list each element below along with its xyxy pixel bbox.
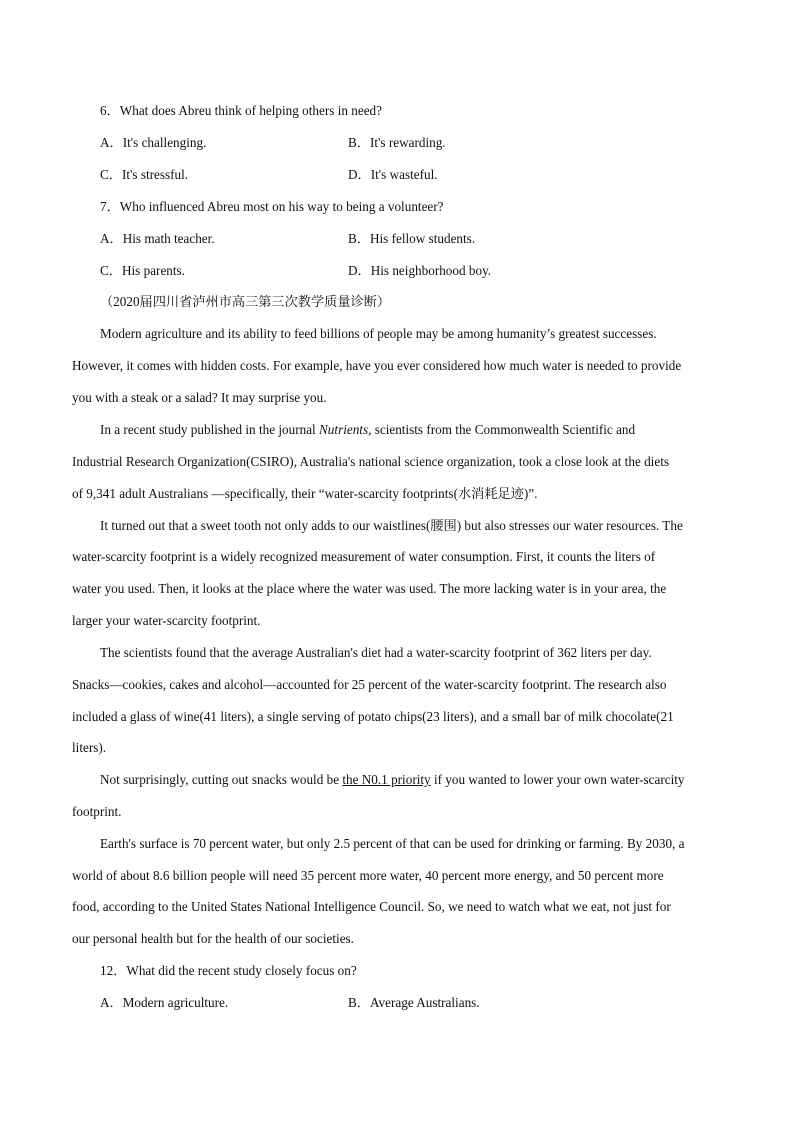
passage-p3-line1: It turned out that a sweet tooth not only adds to our waistlines(腰围) but also stresses our water resources. The bbox=[100, 518, 683, 533]
passage-p4-line3: included a glass of wine(41 liters), a single serving of potato chips(23 liters), and a small bar of milk chocolate(21 bbox=[72, 709, 674, 724]
passage-p2-line1-pre: In a recent study published in the journal bbox=[100, 422, 320, 437]
passage-p2-line2: Industrial Research Organization(CSIRO), Australia's national science organization, took a close look at the diets bbox=[72, 454, 669, 469]
passage-p5-line2: footprint. bbox=[72, 804, 122, 819]
passage-p1-line2: However, it comes with hidden costs. For example, have you ever considered how much water is needed to provide bbox=[72, 358, 682, 373]
passage-p2-line3: of 9,341 adult Australians —specifically, their “water-scarcity footprints(水消耗足迹)”. bbox=[72, 486, 538, 501]
underlined-phrase: the N0.1 priority bbox=[342, 772, 431, 787]
journal-name: Nutrients bbox=[319, 422, 369, 437]
passage-p2-line1 bbox=[100, 421, 635, 439]
question-7-option-b: B．His fellow students. bbox=[348, 231, 476, 246]
passage-p1-line1: Modern agriculture and its ability to feed billions of people may be among humanity’s greatest successes. bbox=[100, 326, 657, 341]
passage-p5-line1-post: if you wanted to lower your own water-scarcity bbox=[430, 772, 685, 787]
passage-p6-line3: food, according to the United States National Intelligence Council. So, we need to watch what we eat, not just for bbox=[72, 899, 671, 914]
passage-p5-line1 bbox=[100, 771, 685, 789]
question-12-stem: 12．What did the recent study closely focus on? bbox=[100, 963, 357, 978]
question-6-option-d: D．It's wasteful. bbox=[348, 167, 438, 182]
passage-source: （2020届四川省泸州市高三第三次教学质量诊断） bbox=[100, 294, 391, 309]
passage-p6-line2: world of about 8.6 billion people will need 35 percent more water, 40 percent more energy, and 50 percent more bbox=[72, 868, 664, 883]
question-12-option-a: A．Modern agriculture. bbox=[100, 995, 229, 1010]
passage-p3-line3: water you used. Then, it looks at the place where the water was used. The more lacking water is in your area, the bbox=[72, 581, 667, 596]
passage-p6-line4: our personal health but for the health of our societies. bbox=[72, 931, 354, 946]
passage-p4-line4: liters). bbox=[72, 740, 107, 755]
passage-p2-line1-post: , scientists from the Commonwealth Scientific and bbox=[368, 422, 636, 437]
passage-p4-line1: The scientists found that the average Australian's diet had a water-scarcity footprint of 362 liters per day. bbox=[100, 645, 652, 660]
question-12-option-b: B．Average Australians. bbox=[348, 995, 480, 1010]
passage-p5-line1-pre: Not surprisingly, cutting out snacks would be bbox=[100, 772, 343, 787]
question-7-option-d: D．His neighborhood boy. bbox=[348, 263, 492, 278]
passage-p6-line1: Earth's surface is 70 percent water, but only 2.5 percent of that can be used for drinking or farming. By 2030, a bbox=[100, 836, 685, 851]
question-7-stem: 7．Who influenced Abreu most on his way to being a volunteer? bbox=[100, 199, 444, 214]
question-6-option-a: A．It's challenging. bbox=[100, 135, 207, 150]
question-6-option-c: C．It's stressful. bbox=[100, 167, 189, 182]
question-6-stem: 6．What does Abreu think of helping others in need? bbox=[100, 103, 382, 118]
passage-p3-line4: larger your water-scarcity footprint. bbox=[72, 613, 261, 628]
passage-p1-line3: you with a steak or a salad? It may surprise you. bbox=[72, 390, 327, 405]
passage-p3-line2: water-scarcity footprint is a widely recognized measurement of water consumption. First, it counts the liters of bbox=[72, 549, 656, 564]
passage-p4-line2: Snacks—cookies, cakes and alcohol—accounted for 25 percent of the water-scarcity footprint. The research also bbox=[72, 677, 667, 692]
question-6-option-b: B．It's rewarding. bbox=[348, 135, 446, 150]
question-7-option-c: C．His parents. bbox=[100, 263, 185, 278]
question-7-option-a: A．His math teacher. bbox=[100, 231, 215, 246]
